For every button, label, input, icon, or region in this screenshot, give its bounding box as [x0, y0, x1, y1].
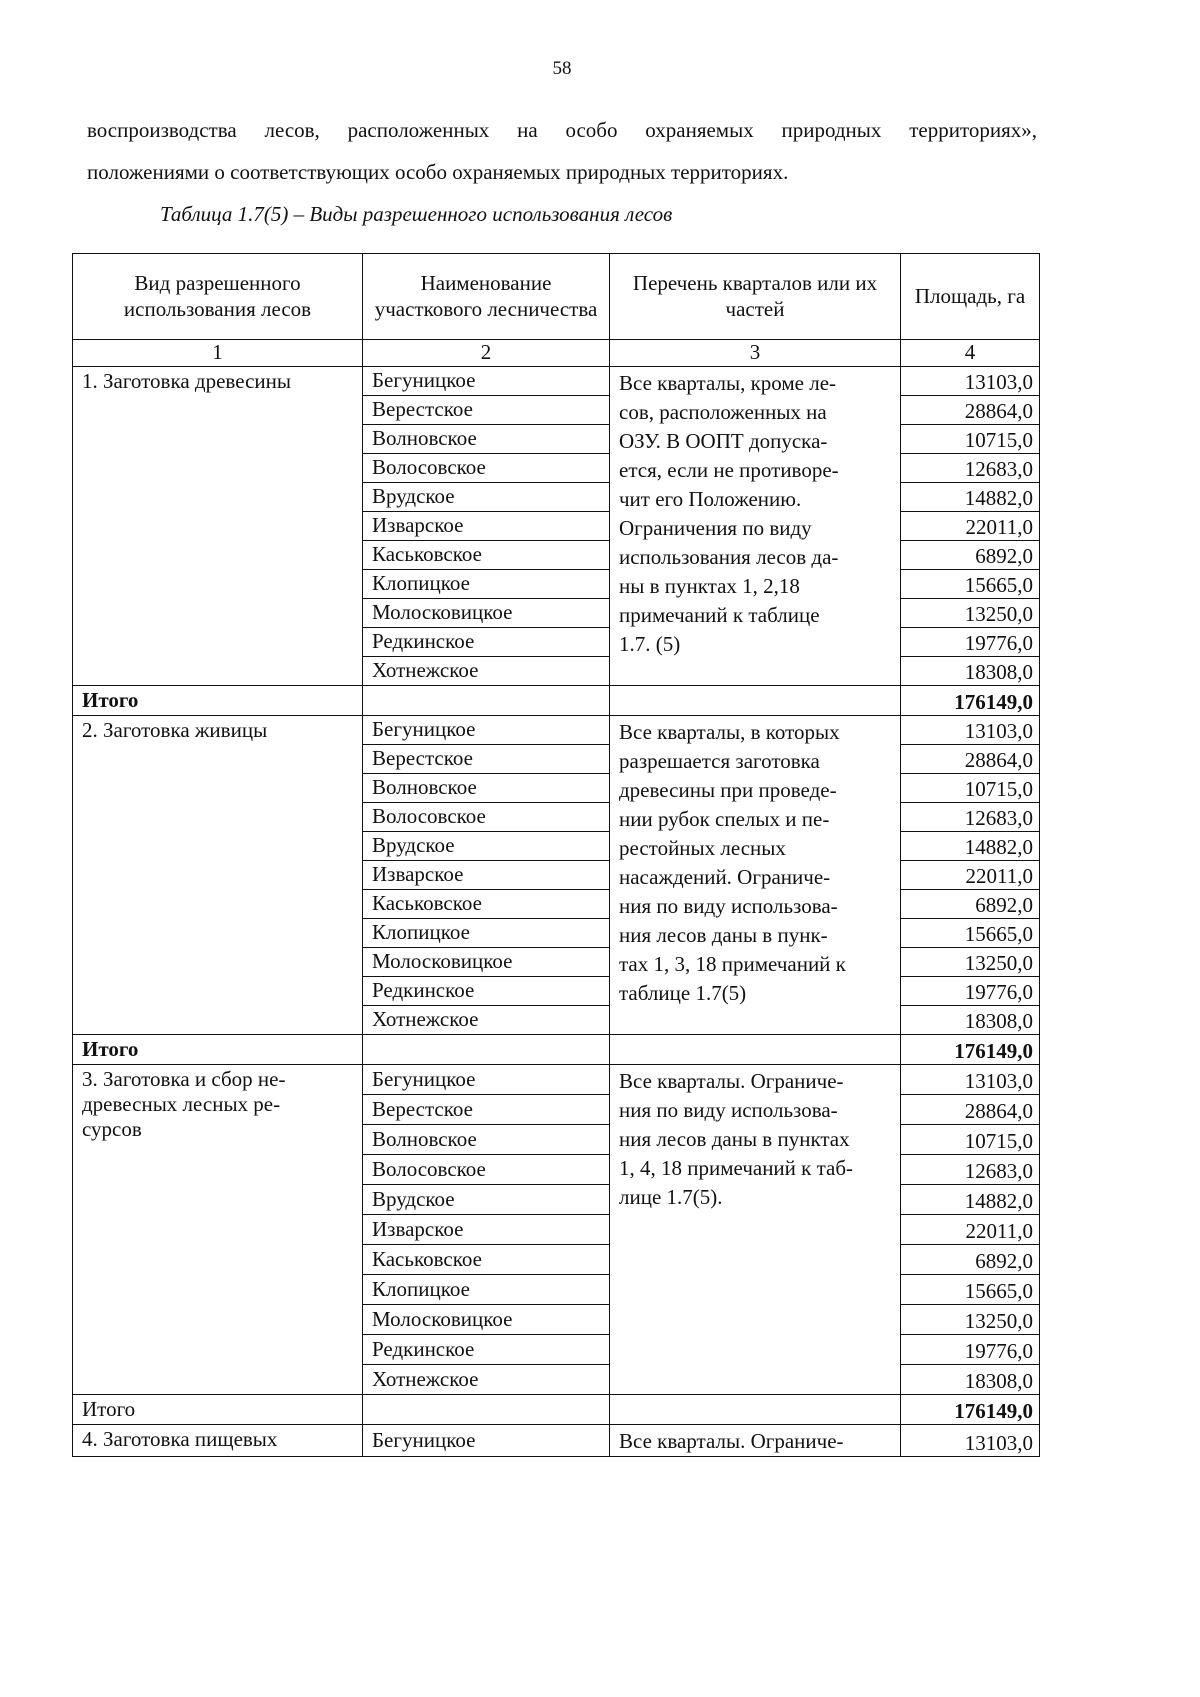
area-cell: 14882,0 [901, 1185, 1040, 1215]
area-cell: 10715,0 [901, 774, 1040, 803]
area-cell: 13103,0 [901, 716, 1040, 745]
use-type-cell: 2. Заготовка живицы [73, 716, 363, 1035]
area-cell: 18308,0 [901, 1006, 1040, 1035]
forestry-cell: Молосковицкое [363, 1305, 610, 1335]
area-cell: 6892,0 [901, 890, 1040, 919]
forestry-cell: Редкинское [363, 1335, 610, 1365]
area-cell: 13250,0 [901, 948, 1040, 977]
empty-cell [363, 686, 610, 716]
area-cell: 12683,0 [901, 803, 1040, 832]
forestry-cell: Бегуницкое [363, 367, 610, 396]
area-cell: 14882,0 [901, 483, 1040, 512]
total-label-cell: Итого [73, 1395, 363, 1425]
header-quarters: Перечень кварталов или их частей [610, 254, 901, 340]
forestry-cell: Волосовское [363, 803, 610, 832]
land-use-table [72, 253, 1040, 1457]
total-area-cell: 176149,0 [901, 1035, 1040, 1065]
area-cell: 19776,0 [901, 977, 1040, 1006]
empty-cell [610, 1035, 901, 1065]
area-cell: 10715,0 [901, 425, 1040, 454]
forestry-cell: Хотнежское [363, 1365, 610, 1395]
header-forestry: Наименование участкового лесничества [363, 254, 610, 340]
column-number: 3 [610, 340, 901, 367]
area-cell: 12683,0 [901, 454, 1040, 483]
paragraph-line: положениями о соответствующих особо охраняемых природных территориях. [87, 160, 789, 184]
forestry-cell: Верестское [363, 1095, 610, 1125]
forestry-cell: Врудское [363, 483, 610, 512]
paragraph-line: воспроизводства лесов, расположенных на особо охраняемых природных территориях», [87, 118, 1037, 142]
area-cell: 18308,0 [901, 1365, 1040, 1395]
area-cell: 6892,0 [901, 1245, 1040, 1275]
table-caption: Таблица 1.7(5) – Виды разрешенного использования лесов [160, 202, 673, 226]
empty-cell [363, 1395, 610, 1425]
forestry-cell: Клопицкое [363, 919, 610, 948]
column-number-row [73, 340, 1040, 367]
column-number: 2 [363, 340, 610, 367]
area-cell: 19776,0 [901, 1335, 1040, 1365]
empty-cell [363, 1035, 610, 1065]
forestry-cell: Волновское [363, 425, 610, 454]
empty-cell [610, 686, 901, 716]
forestry-cell: Каськовское [363, 541, 610, 570]
header-area: Площадь, га [901, 254, 1040, 340]
area-cell: 28864,0 [901, 1095, 1040, 1125]
quarters-cell: Все кварталы, в которых разрешается заготовка древесины при проведе- нии рубок спелых и пе- рестойных лесных насаждений. Ограниче- ния по виду использова- ния лесов даны в пунк- тах 1, 3, 18 примечаний к таблице 1.7(5) [610, 716, 901, 1035]
use-type-cell: 4. Заготовка пищевых [73, 1425, 363, 1457]
use-type-cell: 3. Заготовка и сбор не- древесных лесных ре- сурсов [73, 1065, 363, 1395]
total-area-cell: 176149,0 [901, 1395, 1040, 1425]
total-label-cell: Итого [73, 1035, 363, 1065]
area-cell: 13103,0 [901, 1065, 1040, 1095]
area-cell: 12683,0 [901, 1155, 1040, 1185]
forestry-cell: Врудское [363, 1185, 610, 1215]
forestry-cell: Волосовское [363, 454, 610, 483]
area-cell: 15665,0 [901, 919, 1040, 948]
table-row [73, 1065, 1040, 1095]
forestry-cell: Изварское [363, 512, 610, 541]
area-cell: 14882,0 [901, 832, 1040, 861]
total-row [73, 1035, 1040, 1065]
quarters-cell: Все кварталы, кроме ле- сов, расположенных на ОЗУ. В ООПТ допуска- ется, если не противоре- чит его Положению. Ограничения по виду использования лесов да- ны в пунктах 1, 2,18 примечаний к таблице 1.7. (5) [610, 367, 901, 686]
area-cell: 28864,0 [901, 396, 1040, 425]
table-row [73, 716, 1040, 745]
header-use-type: Вид разрешенного использования лесов [73, 254, 363, 340]
area-cell: 10715,0 [901, 1125, 1040, 1155]
forestry-cell: Редкинское [363, 628, 610, 657]
forestry-cell: Бегуницкое [363, 1425, 610, 1457]
forestry-cell: Врудское [363, 832, 610, 861]
area-cell: 15665,0 [901, 570, 1040, 599]
table-body [73, 367, 1040, 1457]
forestry-cell: Верестское [363, 745, 610, 774]
area-cell: 18308,0 [901, 657, 1040, 686]
total-row [73, 686, 1040, 716]
area-cell: 13103,0 [901, 1425, 1040, 1457]
page-number: 58 [552, 58, 572, 79]
forestry-cell: Верестское [363, 396, 610, 425]
forestry-cell: Волновское [363, 774, 610, 803]
area-cell: 6892,0 [901, 541, 1040, 570]
quarters-cell: Все кварталы. Ограниче- ния по виду использова- ния лесов даны в пунктах 1, 4, 18 примечаний к таб- лице 1.7(5). [610, 1065, 901, 1395]
forestry-cell: Изварское [363, 861, 610, 890]
table-row [73, 367, 1040, 396]
area-cell: 13250,0 [901, 1305, 1040, 1335]
area-cell: 22011,0 [901, 861, 1040, 890]
forestry-cell: Каськовское [363, 1245, 610, 1275]
area-cell: 22011,0 [901, 1215, 1040, 1245]
table-header-row [73, 254, 1040, 340]
total-area-cell: 176149,0 [901, 686, 1040, 716]
forestry-cell: Волновское [363, 1125, 610, 1155]
forestry-cell: Волосовское [363, 1155, 610, 1185]
forestry-cell: Изварское [363, 1215, 610, 1245]
forestry-cell: Хотнежское [363, 657, 610, 686]
empty-cell [610, 1395, 901, 1425]
forestry-cell: Молосковицкое [363, 948, 610, 977]
forestry-cell: Клопицкое [363, 1275, 610, 1305]
total-row [73, 1395, 1040, 1425]
area-cell: 19776,0 [901, 628, 1040, 657]
area-cell: 22011,0 [901, 512, 1040, 541]
area-cell: 13103,0 [901, 367, 1040, 396]
forestry-cell: Редкинское [363, 977, 610, 1006]
forestry-cell: Каськовское [363, 890, 610, 919]
forestry-cell: Клопицкое [363, 570, 610, 599]
area-cell: 28864,0 [901, 745, 1040, 774]
total-label-cell: Итого [73, 686, 363, 716]
column-number: 4 [901, 340, 1040, 367]
use-type-cell: 1. Заготовка древесины [73, 367, 363, 686]
forestry-cell: Молосковицкое [363, 599, 610, 628]
quarters-cell: Все кварталы. Ограниче- [610, 1425, 901, 1457]
area-cell: 15665,0 [901, 1275, 1040, 1305]
column-number: 1 [73, 340, 363, 367]
area-cell: 13250,0 [901, 599, 1040, 628]
forestry-cell: Бегуницкое [363, 716, 610, 745]
forestry-cell: Бегуницкое [363, 1065, 610, 1095]
forestry-cell: Хотнежское [363, 1006, 610, 1035]
table-row [73, 1425, 1040, 1457]
